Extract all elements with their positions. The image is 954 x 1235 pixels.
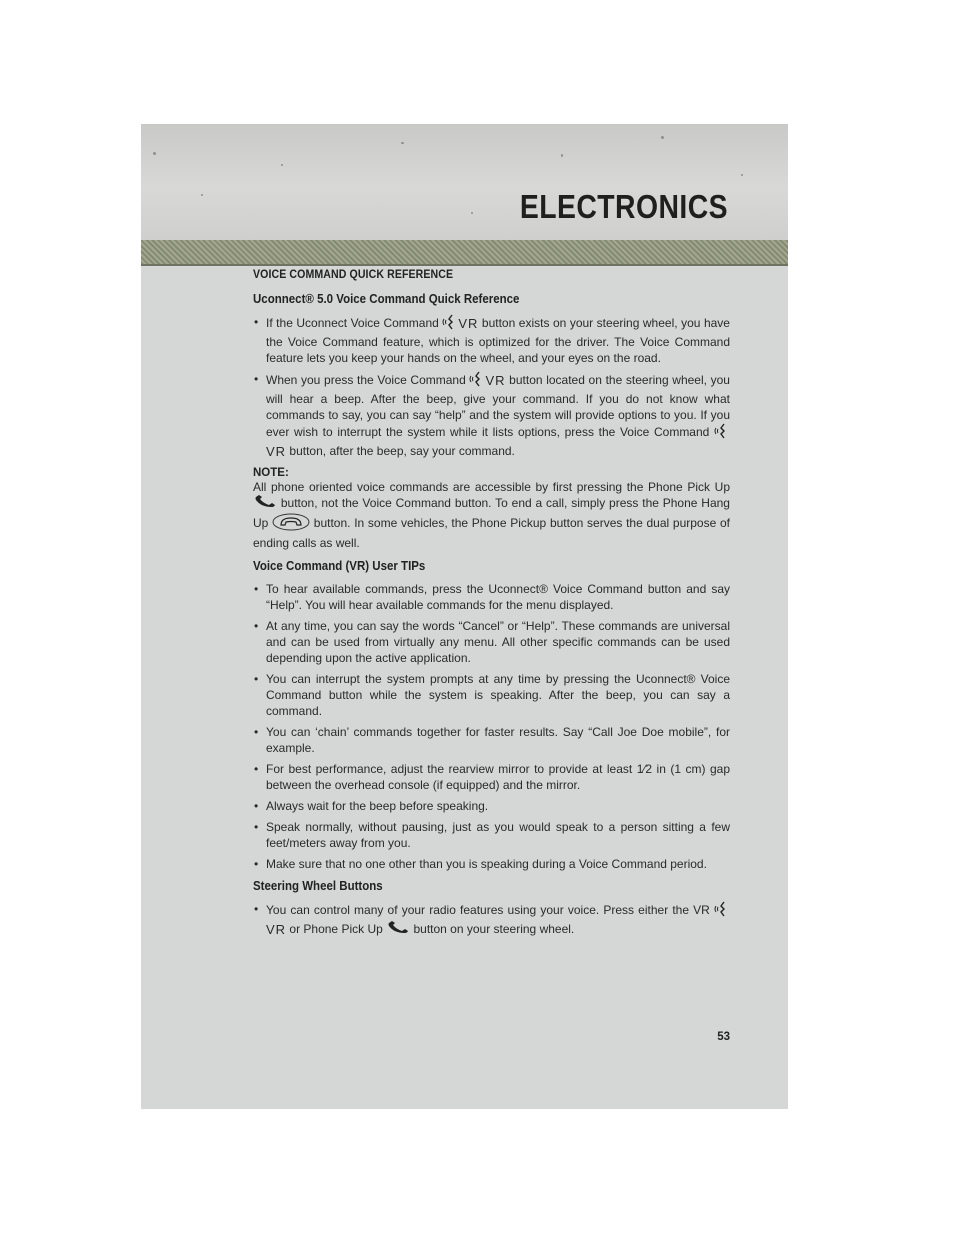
list-item: • Speak normally, without pausing, just as you would speak to a person sitting a few feet/meters away from you. [253, 819, 730, 851]
subheading-user-tips: Voice Command (VR) User TIPs [253, 558, 426, 573]
header-stripe [141, 240, 788, 266]
note-label: NOTE: [253, 466, 289, 479]
list-item: • You can ‘chain’ commands together for faster results. Say “Call Joe Doe mobile”, for example. [253, 724, 730, 756]
voice-command-icon [714, 423, 730, 443]
subheading-quick-reference: Uconnect® 5.0 Voice Command Quick Reference [253, 292, 520, 306]
list-item: • For best performance, adjust the rearview mirror to provide at least 1⁄2 in (1 cm) gap between the overhead console (if equipped) and the mirror. [253, 761, 730, 793]
list-item: • Make sure that no one other than you is speaking during a Voice Command period. [253, 856, 730, 872]
steering-list [253, 901, 730, 939]
list-item: • You can control many of your radio features using your voice. Press either the VR VR or Phone Pick Up button on your steering wheel. [253, 901, 730, 939]
section-label: VOICE COMMAND QUICK REFERENCE [253, 269, 454, 281]
tips-list [253, 581, 730, 872]
vr-label: VR [485, 373, 506, 388]
vr-label: VR [266, 921, 287, 937]
list-item: • At any time, you can say the words “Cancel” or “Help”. These commands are universal and can be used from virtually any menu. All other specific commands can be used depending upon the active application. [253, 618, 730, 666]
note-text: All phone oriented voice commands are accessible by first pressing the Phone Pick Up button, not the Voice Command button. To end a call, simply press the Phone Hang Up button. In some vehicles, the Phone Pickup button serves the dual purpose of ending calls as well. [253, 479, 730, 550]
vr-label: VR [266, 443, 287, 459]
list-item: • When you press the Voice Command VR button located on the steering wheel, you will hear a beep. After the beep, give your command. If you do not know what commands to say, you can say “help” and the system will provide options to you. If you ever wish to interrupt the system while it lists options, press the Voice Command VR button, after the beep, say your command. [253, 371, 730, 460]
phone-pickup-icon [253, 495, 277, 513]
list-item: • You can interrupt the system prompts at any time by pressing the Uconnect® Voice Command button while the system is speaking. After the beep, you can say a command. [253, 671, 730, 719]
list-item: • If the Uconnect Voice Command VR button exists on your steering wheel, you have the Voice Command feature, which is optimized for the driver. The Voice Command feature lets you keep your hands on the wheel, and your eyes on the road. [253, 314, 730, 366]
voice-command-icon [442, 314, 458, 334]
chapter-title: ELECTRONICS [519, 188, 728, 225]
list-item: • To hear available commands, press the Uconnect® Voice Command button and say “Help”. You will hear available commands for the menu displayed. [253, 581, 730, 613]
list-item: • Always wait for the beep before speaking. [253, 798, 730, 814]
manual-page [141, 124, 788, 1109]
vr-label: VR [458, 316, 479, 331]
phone-hangup-icon [272, 513, 310, 535]
page-header [141, 124, 788, 240]
page-content [253, 269, 730, 946]
page-number: 53 [717, 1031, 730, 1043]
voice-command-icon [469, 371, 485, 391]
intro-list [253, 314, 730, 460]
subheading-steering-wheel: Steering Wheel Buttons [253, 878, 383, 893]
voice-command-icon [714, 901, 730, 921]
phone-pickup-icon [386, 921, 410, 939]
